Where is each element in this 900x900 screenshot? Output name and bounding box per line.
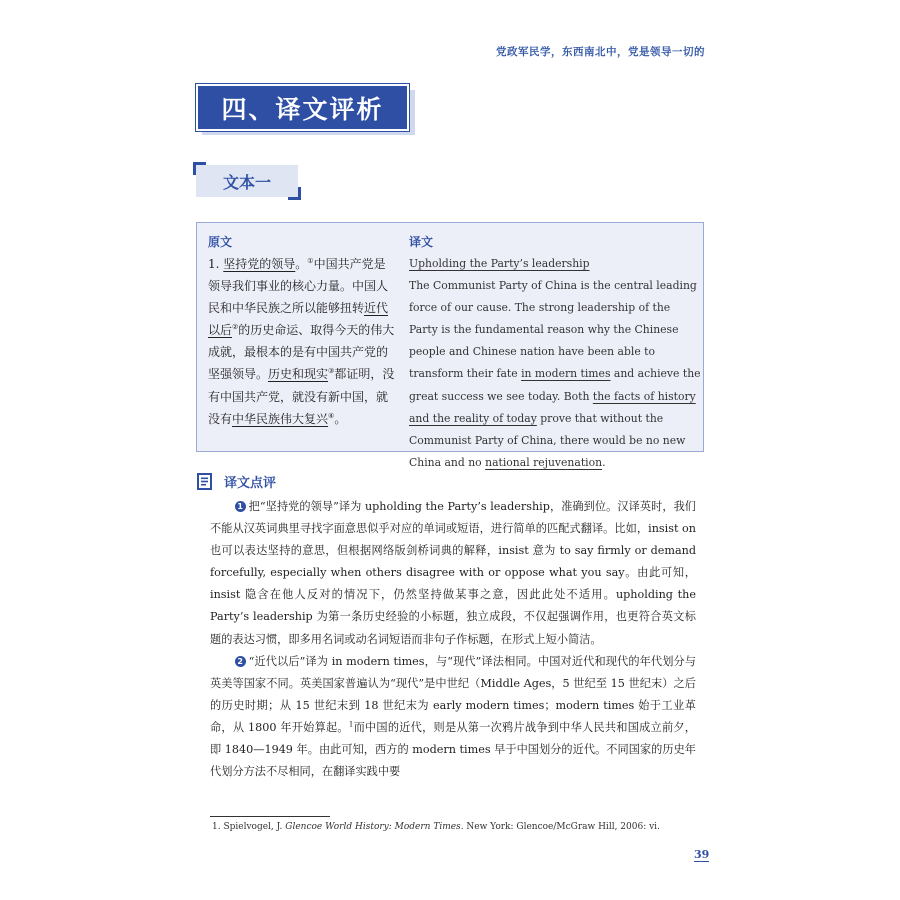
target-seg: . bbox=[602, 455, 606, 469]
note-marker-2: ② bbox=[232, 323, 239, 332]
subsection-title: 文本一 bbox=[222, 172, 271, 192]
target-seg: prove that without the Communist Party of China, there would be no new China and no bbox=[409, 411, 686, 469]
source-seg: 中国共产党是领导我们事业的核心力量。中国人民和中华民族之所以能够扭转 bbox=[208, 257, 389, 316]
target-text bbox=[409, 253, 701, 474]
corner-bracket-bottom-right bbox=[288, 187, 301, 200]
subsection-title-block bbox=[196, 165, 298, 197]
target-heading: Upholding the Party’s leadership bbox=[409, 257, 590, 270]
note-marker-1: ① bbox=[307, 257, 314, 265]
source-label: 原文 bbox=[208, 235, 233, 249]
target-seg: The Communist Party of China is the central leading force of our cause. The strong leadership of the Party is the fundamental reason why the Chinese people and Chinese nation have been able to transform their fate bbox=[409, 279, 697, 381]
source-highlight-3: 历史和现实 bbox=[268, 367, 329, 382]
source-seg: 。 bbox=[295, 257, 308, 271]
commentary-title: 译文点评 bbox=[224, 476, 277, 491]
footnote-text: 1. Spielvogel, J. bbox=[212, 822, 286, 832]
paragraph-text: 而中国的近代，则是从第一次鸦片战争到中华人民共和国成立前夕，即 1840—1949 年。由此可知，西方的 modern times 早于中国划分的近代。不同国家的历史年代划分方法不尽相同，在翻译实践中要 bbox=[210, 720, 696, 779]
note-marker-4: ④ bbox=[328, 411, 335, 420]
footnote bbox=[212, 822, 660, 832]
running-header: 党政军民学，东西南北中，党是领导一切的 bbox=[496, 46, 705, 58]
target-highlight-4: national rejuvenation bbox=[485, 455, 603, 469]
target-label: 译文 bbox=[409, 235, 434, 249]
paragraph-text: 把“坚持党的领导”译为 upholding the Party’s leadership，准确到位。汉译英时，我们不能从汉英词典里寻找字面意思似乎对应的单词或短语，进行简单的匹配式翻译。比如，insist on 也可以表达坚持的意思，但根据网络版剑桥词典的解释，insist 意为 to say firmly or demand forcefully, especially when others disagree with or oppose what you say。由此可知，insist 隐含在他人反对的情况下，仍然坚持做某事之意，因此此处不适用。upholding the Party’s leadership 为第一条历史经验的小标题，独立成段，不仅起强调作用，也更符合英文标题的表达习惯，即多用名词或动名词短语而非句子作标题，在形式上短小简洁。 bbox=[210, 500, 696, 646]
page-number: 39 bbox=[694, 848, 710, 861]
target-seg: and achieve the great success we see today. Both bbox=[409, 367, 701, 403]
footnote-marker: 1 bbox=[348, 720, 354, 729]
comparison-box bbox=[196, 222, 704, 469]
commentary-paragraph-2 bbox=[210, 651, 696, 784]
footnote-divider bbox=[210, 816, 330, 817]
source-highlight-1: 坚持党的领导 bbox=[223, 257, 296, 271]
footnote-text: . New York: Glencoe/McGraw Hill, 2006: vi. bbox=[460, 822, 660, 832]
source-seg: 都证明，没有中国共产党，就没有新中国，就没有 bbox=[208, 367, 395, 426]
target-highlight-3: the facts of history and the reality of today bbox=[409, 389, 696, 425]
corner-bracket-top-left bbox=[193, 162, 206, 175]
source-seg: 的历史命运、取得今天的伟大成就，最根本的是有中国共产党的坚强领导。 bbox=[208, 323, 395, 382]
source-seg: 。 bbox=[334, 411, 347, 426]
paragraph-number-badge: 2 bbox=[235, 656, 246, 667]
section-title-block bbox=[196, 84, 415, 135]
paragraph-text: “近代以后”译为 in modern times，与“现代”译法相同。中国对近代和现代的年代划分与英美等国家不同。英美国家普遍认为“现代”是中世纪（Middle Ages，5 世纪至 15 世纪末）之后的历史时期；从 15 世纪末到 18 世纪末为 early modern times；modern times 始于工业革命，从 1800 年开始算起。 bbox=[210, 654, 696, 734]
section-title: 四、译文评析 bbox=[196, 84, 409, 131]
note-marker-3: ③ bbox=[328, 367, 335, 376]
paragraph-number-badge: 1 bbox=[235, 501, 246, 512]
source-seg: 1. bbox=[208, 257, 224, 271]
commentary-body bbox=[210, 496, 696, 783]
commentary-paragraph-1 bbox=[210, 496, 696, 651]
footnote-book-title: Glencoe World History: Modern Times bbox=[285, 822, 461, 832]
source-highlight-2: 近代以后 bbox=[208, 301, 389, 338]
target-highlight-2: in modern times bbox=[521, 367, 611, 381]
source-highlight-4: 中华民族伟大复兴 bbox=[232, 411, 329, 426]
commentary-heading bbox=[197, 472, 276, 491]
source-text bbox=[208, 253, 396, 430]
document-list-icon bbox=[197, 473, 212, 490]
